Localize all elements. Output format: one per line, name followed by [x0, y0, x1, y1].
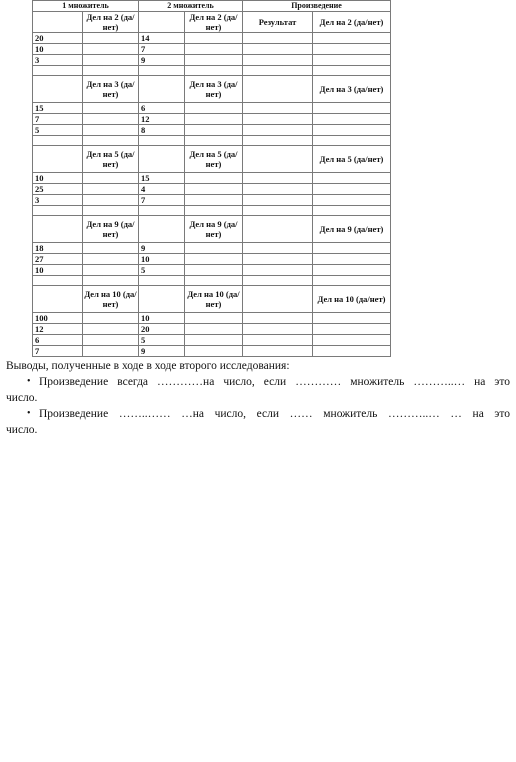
factor1-value: 100 — [33, 313, 83, 324]
empty-cell — [185, 136, 243, 146]
empty-cell — [33, 286, 83, 313]
answer-cell — [83, 125, 139, 136]
answer-cell — [83, 313, 139, 324]
factor1-value: 18 — [33, 243, 83, 254]
answer-cell — [185, 184, 243, 195]
result-cell — [243, 184, 313, 195]
answer-cell — [313, 195, 391, 206]
answer-cell — [83, 55, 139, 66]
subheader-row — [33, 12, 391, 33]
answer-cell — [313, 44, 391, 55]
answer-cell — [185, 125, 243, 136]
subheader-row — [33, 286, 391, 313]
empty-cell — [139, 12, 185, 33]
result-cell — [243, 243, 313, 254]
answer-cell — [313, 55, 391, 66]
empty-cell — [33, 206, 83, 216]
answer-cell — [185, 173, 243, 184]
empty-cell — [243, 276, 313, 286]
empty-cell — [33, 66, 83, 76]
table-row — [33, 125, 391, 136]
divisibility-header: Дел на 9 (да/нет) — [313, 216, 391, 243]
table-row — [33, 195, 391, 206]
result-cell — [243, 125, 313, 136]
result-cell — [243, 33, 313, 44]
factor2-value: 4 — [139, 184, 185, 195]
factor2-header: 2 множитель — [139, 1, 243, 12]
empty-cell — [139, 136, 185, 146]
empty-cell — [243, 216, 313, 243]
empty-cell — [83, 276, 139, 286]
answer-cell — [313, 335, 391, 346]
empty-cell — [139, 146, 185, 173]
spacer-row — [33, 66, 391, 76]
answer-cell — [313, 265, 391, 276]
empty-cell — [139, 216, 185, 243]
subheader-row — [33, 76, 391, 103]
empty-cell — [33, 12, 83, 33]
factor2-value: 10 — [139, 254, 185, 265]
divisibility-header: Дел на 3 (да/нет) — [185, 76, 243, 103]
factor1-value: 20 — [33, 33, 83, 44]
table-row — [33, 184, 391, 195]
answer-cell — [83, 254, 139, 265]
empty-cell — [185, 276, 243, 286]
factor2-value: 9 — [139, 55, 185, 66]
empty-cell — [83, 206, 139, 216]
result-cell — [243, 114, 313, 125]
answer-cell — [83, 324, 139, 335]
empty-cell — [185, 66, 243, 76]
divisibility-header: Дел на 2 (да/нет) — [185, 12, 243, 33]
empty-cell — [33, 216, 83, 243]
table-row — [33, 265, 391, 276]
data-table — [32, 0, 391, 357]
conclusion-text: Произведение всегда …………на число, если ………… множитель ………..… на это — [39, 376, 510, 388]
subheader-row — [33, 146, 391, 173]
answer-cell — [185, 254, 243, 265]
divisibility-header: Дел на 10 (да/нет) — [313, 286, 391, 313]
answer-cell — [185, 195, 243, 206]
answer-cell — [313, 243, 391, 254]
table-row — [33, 55, 391, 66]
factor1-value: 27 — [33, 254, 83, 265]
answer-cell — [313, 313, 391, 324]
divisibility-header: Дел на 2 (да/нет) — [313, 12, 391, 33]
answer-cell — [185, 114, 243, 125]
answer-cell — [313, 103, 391, 114]
table-row — [33, 335, 391, 346]
result-cell — [243, 335, 313, 346]
table-row — [33, 243, 391, 254]
answer-cell — [313, 346, 391, 357]
table-row — [33, 33, 391, 44]
bullet-icon: • — [27, 408, 31, 419]
answer-cell — [313, 33, 391, 44]
empty-cell — [139, 76, 185, 103]
answer-cell — [83, 346, 139, 357]
empty-cell — [243, 136, 313, 146]
empty-cell — [139, 66, 185, 76]
result-cell — [243, 265, 313, 276]
table-row — [33, 173, 391, 184]
factor1-value: 3 — [33, 55, 83, 66]
answer-cell — [83, 103, 139, 114]
spacer-row — [33, 206, 391, 216]
factor1-value: 7 — [33, 346, 83, 357]
table-row — [33, 313, 391, 324]
factor2-value: 5 — [139, 265, 185, 276]
divisibility-header: Дел на 3 (да/нет) — [313, 76, 391, 103]
answer-cell — [185, 324, 243, 335]
factor1-header: 1 множитель — [33, 1, 139, 12]
result-cell — [243, 195, 313, 206]
factor1-value: 3 — [33, 195, 83, 206]
answer-cell — [83, 114, 139, 125]
factor2-value: 5 — [139, 335, 185, 346]
answer-cell — [83, 265, 139, 276]
factor1-value: 5 — [33, 125, 83, 136]
answer-cell — [185, 44, 243, 55]
empty-cell — [33, 276, 83, 286]
empty-cell — [33, 136, 83, 146]
answer-cell — [83, 195, 139, 206]
factor2-value: 9 — [139, 346, 185, 357]
answer-cell — [313, 184, 391, 195]
empty-cell — [243, 206, 313, 216]
answer-cell — [185, 243, 243, 254]
result-cell — [243, 346, 313, 357]
divisibility-header: Дел на 2 (да/нет) — [83, 12, 139, 33]
divisibility-header: Дел на 10 (да/нет) — [83, 286, 139, 313]
result-cell — [243, 324, 313, 335]
factor1-value: 10 — [33, 173, 83, 184]
conclusions-section — [6, 358, 510, 438]
table-row — [33, 324, 391, 335]
empty-cell — [33, 146, 83, 173]
answer-cell — [83, 33, 139, 44]
table-row — [33, 114, 391, 125]
conclusion-item-1 — [6, 374, 510, 406]
result-cell — [243, 55, 313, 66]
table-row — [33, 44, 391, 55]
empty-cell — [83, 66, 139, 76]
conclusion-text-continued: число. — [6, 424, 38, 436]
spacer-row — [33, 276, 391, 286]
answer-cell — [185, 265, 243, 276]
factor2-value: 6 — [139, 103, 185, 114]
factor2-value: 14 — [139, 33, 185, 44]
factor1-value: 15 — [33, 103, 83, 114]
bullet-icon: • — [27, 376, 31, 387]
answer-cell — [185, 313, 243, 324]
empty-cell — [139, 276, 185, 286]
subheader-row — [33, 216, 391, 243]
factor2-value: 9 — [139, 243, 185, 254]
divisibility-header: Дел на 10 (да/нет) — [185, 286, 243, 313]
conclusion-text: Произведение ……..…… …на число, если …… множитель ………..… … на это — [39, 408, 510, 420]
result-cell — [243, 44, 313, 55]
divisibility-header: Дел на 5 (да/нет) — [83, 146, 139, 173]
answer-cell — [185, 33, 243, 44]
answer-cell — [313, 173, 391, 184]
factor1-value: 7 — [33, 114, 83, 125]
conclusion-text-continued: число. — [6, 392, 38, 404]
empty-cell — [313, 66, 391, 76]
answer-cell — [83, 44, 139, 55]
answer-cell — [313, 125, 391, 136]
divisibility-header: Дел на 3 (да/нет) — [83, 76, 139, 103]
empty-cell — [243, 66, 313, 76]
empty-cell — [243, 76, 313, 103]
result-cell — [243, 254, 313, 265]
answer-cell — [185, 335, 243, 346]
empty-cell — [313, 136, 391, 146]
factor1-value: 12 — [33, 324, 83, 335]
factor1-value: 10 — [33, 265, 83, 276]
answer-cell — [83, 335, 139, 346]
result-cell — [243, 313, 313, 324]
divisibility-header: Дел на 9 (да/нет) — [185, 216, 243, 243]
empty-cell — [243, 146, 313, 173]
empty-cell — [83, 136, 139, 146]
factor1-value: 6 — [33, 335, 83, 346]
answer-cell — [185, 346, 243, 357]
conclusion-item-2 — [6, 406, 510, 438]
spacer-row — [33, 136, 391, 146]
answer-cell — [313, 254, 391, 265]
header-row — [33, 1, 391, 12]
empty-cell — [313, 276, 391, 286]
empty-cell — [139, 206, 185, 216]
factor2-value: 15 — [139, 173, 185, 184]
divisibility-header: Дел на 9 (да/нет) — [83, 216, 139, 243]
answer-cell — [83, 243, 139, 254]
answer-cell — [313, 324, 391, 335]
conclusions-title: Выводы, полученные в ходе в ходе второго исследования: — [6, 360, 290, 372]
factor2-value: 7 — [139, 195, 185, 206]
empty-cell — [185, 206, 243, 216]
table-row — [33, 254, 391, 265]
empty-cell — [139, 286, 185, 313]
empty-cell — [33, 76, 83, 103]
answer-cell — [83, 173, 139, 184]
divisibility-header: Дел на 5 (да/нет) — [185, 146, 243, 173]
factor2-value: 20 — [139, 324, 185, 335]
factor2-value: 8 — [139, 125, 185, 136]
table-row — [33, 346, 391, 357]
answer-cell — [83, 184, 139, 195]
answer-cell — [313, 114, 391, 125]
table-row — [33, 103, 391, 114]
answer-cell — [185, 103, 243, 114]
factor1-value: 10 — [33, 44, 83, 55]
product-header: Произведение — [243, 1, 391, 12]
result-cell — [243, 103, 313, 114]
divisibility-header: Дел на 5 (да/нет) — [313, 146, 391, 173]
factor2-value: 7 — [139, 44, 185, 55]
empty-cell — [313, 206, 391, 216]
factor2-value: 10 — [139, 313, 185, 324]
factor2-value: 12 — [139, 114, 185, 125]
empty-cell — [243, 286, 313, 313]
result-cell — [243, 173, 313, 184]
factor1-value: 25 — [33, 184, 83, 195]
answer-cell — [185, 55, 243, 66]
result-header: Результат — [243, 12, 313, 33]
